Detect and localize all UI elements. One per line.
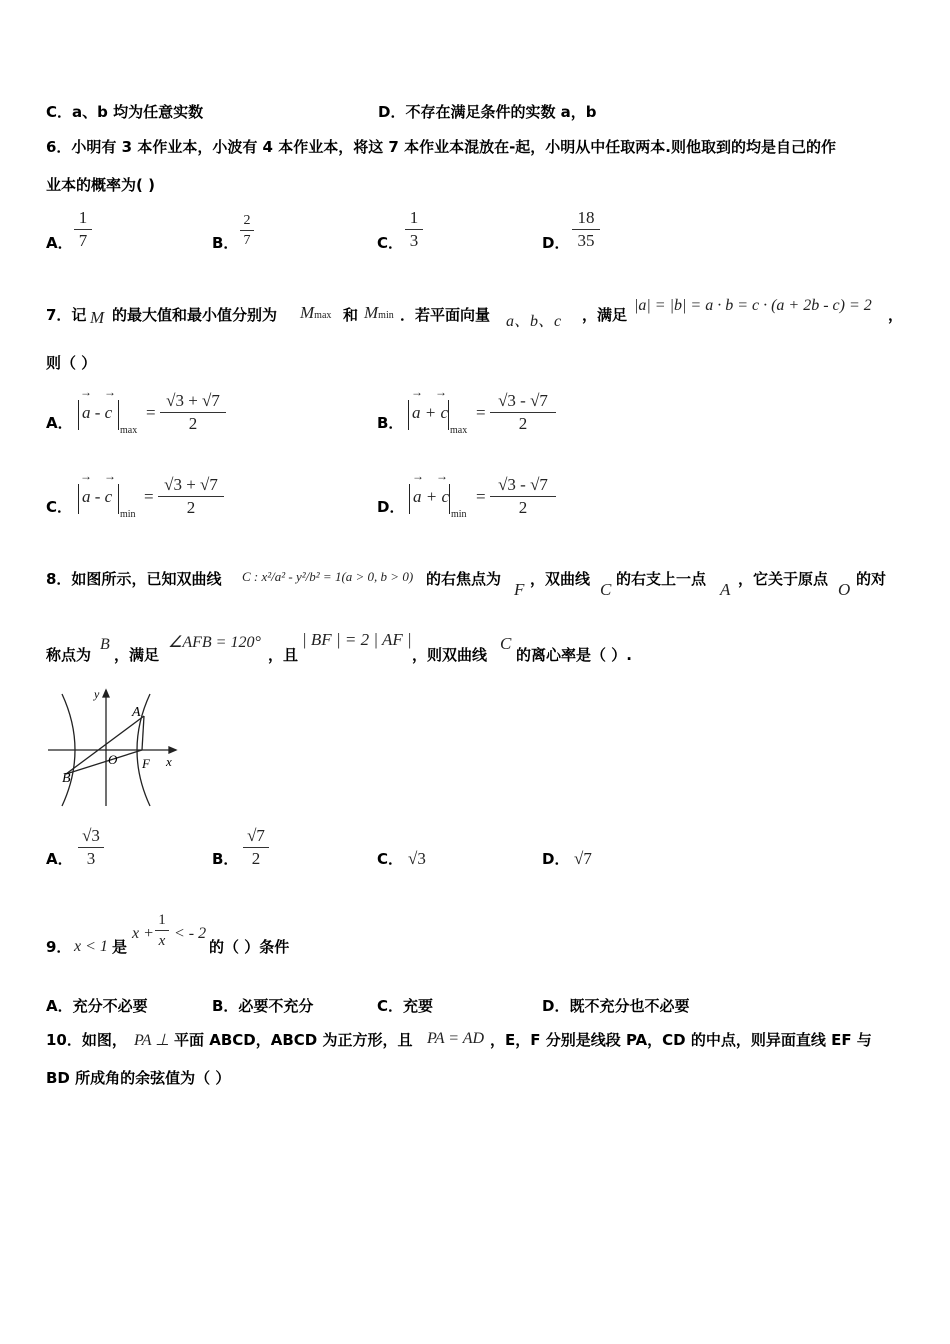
q9-fraction: 1 x bbox=[155, 911, 169, 950]
q10-stem-p1: 10．如图， bbox=[46, 1031, 127, 1049]
fig-label-f: F bbox=[142, 756, 150, 771]
q5-option-d: D．不存在满足条件的实数 a，b bbox=[378, 103, 597, 121]
segment-ab bbox=[66, 716, 144, 774]
q8-stem-l2p1: 称点为 bbox=[46, 646, 92, 664]
q8-b: B bbox=[100, 636, 110, 653]
q8-stem-p6: 的对 bbox=[856, 570, 887, 588]
q7-option-d-label: D． bbox=[377, 498, 405, 516]
q7-condition: |a| = |b| = a · b = c · (a + 2b - c) = 2 bbox=[634, 297, 872, 314]
q8-angle: ∠AFB = 120° bbox=[168, 634, 261, 651]
q9-lt: < - 2 bbox=[174, 925, 207, 942]
q8-option-b-fraction: √7 2 bbox=[243, 826, 269, 869]
q7-stem-p5: ，满足 bbox=[582, 306, 628, 324]
q9-rest: 的（ ）条件 bbox=[209, 938, 290, 956]
hyperbola-figure bbox=[44, 684, 180, 810]
q8-stem-p5: ，它关于原点 bbox=[738, 570, 829, 588]
q9-xplus: x + bbox=[132, 925, 154, 942]
q6-stem-line1: 6．小明有 3 本作业本，小波有 4 本作业本，将这 7 本作业本混放在-起，小明从中任取两本.则他取到的均是自己的作 bbox=[46, 138, 837, 156]
q8-option-b-label: B． bbox=[212, 850, 239, 868]
q8-c2: C bbox=[500, 634, 512, 653]
q7-stem-p6: ， bbox=[888, 306, 904, 324]
q10-stem-line2: BD 所成角的余弦值为（ ） bbox=[46, 1069, 231, 1087]
fig-label-o: O bbox=[108, 752, 118, 767]
q5-option-c: C．a、b 均为任意实数 bbox=[46, 103, 204, 121]
q8-option-c-label: C． bbox=[377, 850, 404, 868]
q6-option-b-label: B． bbox=[212, 234, 239, 252]
q8-option-d-label: D． bbox=[542, 850, 570, 868]
q9-option-a: A．充分不必要 bbox=[46, 997, 148, 1015]
q7-stem-p1: 7．记 bbox=[46, 306, 87, 324]
q7-option-c-label: C． bbox=[46, 498, 73, 516]
q6-option-c-fraction: 1 3 bbox=[405, 208, 423, 251]
q10-equation: PA = AD bbox=[427, 1030, 485, 1047]
q6-option-d-fraction: 18 35 bbox=[572, 208, 600, 251]
q10-stem-p2: 平面 ABCD，ABCD 为正方形，且 bbox=[174, 1031, 413, 1049]
q9-option-d: D．既不充分也不必要 bbox=[542, 997, 690, 1015]
q6-option-b-fraction: 2 7 bbox=[240, 212, 254, 249]
q8-stem-l2p2: ，满足 bbox=[114, 646, 160, 664]
q8-stem-p3: ，双曲线 bbox=[530, 570, 591, 588]
q7-option-a-label: A． bbox=[46, 414, 73, 432]
q6-option-d-label: D． bbox=[542, 234, 570, 252]
q8-option-d-value: √7 bbox=[574, 849, 592, 868]
q9-option-c: C．充要 bbox=[377, 997, 434, 1015]
q8-stem-p1: 8．如图所示，已知双曲线 bbox=[46, 570, 222, 588]
q10-pa-perp: PA ⊥ bbox=[134, 1032, 170, 1049]
q8-stem-l2p4: ，则双曲线 bbox=[412, 646, 488, 664]
fig-label-y: y bbox=[94, 687, 100, 701]
q7-option-b-label: B． bbox=[377, 414, 404, 432]
fig-label-x: x bbox=[166, 754, 172, 769]
q10-stem-p3: ，E，F 分别是线段 PA，CD 的中点，则异面直线 EF 与 bbox=[490, 1031, 872, 1049]
q6-option-c-label: C． bbox=[377, 234, 404, 252]
fig-label-b: B bbox=[62, 771, 71, 786]
q7-then: 则（ ） bbox=[46, 354, 97, 372]
q6-option-a-fraction: 1 7 bbox=[74, 208, 92, 251]
q7-mmax: Mmax bbox=[300, 303, 332, 322]
q6-stem-line2: 业本的概率为( ) bbox=[46, 176, 155, 194]
q8-equation: C : x²/a² - y²/b² = 1(a > 0, b > 0) bbox=[242, 569, 414, 584]
q8-stem-l2p5: 的离心率是（ ）. bbox=[516, 646, 632, 664]
q9-condition1: x < 1 bbox=[74, 938, 108, 955]
segment-af bbox=[142, 716, 144, 750]
q8-stem-l2p3: ，且 bbox=[268, 646, 299, 664]
q8-option-c-value: √3 bbox=[408, 849, 426, 868]
q8-a: A bbox=[720, 580, 731, 599]
q7-vectors: a、b、c bbox=[506, 313, 562, 330]
q6-option-a-label: A． bbox=[46, 234, 73, 252]
q7-stem-p4: ．若平面向量 bbox=[400, 306, 491, 324]
q8-stem-p2: 的右焦点为 bbox=[426, 570, 502, 588]
q9-option-b: B．必要不充分 bbox=[212, 997, 314, 1015]
q9-is: 是 bbox=[112, 938, 128, 956]
q8-c: C bbox=[600, 580, 612, 599]
q7-m: M bbox=[90, 308, 105, 327]
fig-label-a: A bbox=[132, 705, 141, 720]
q8-bf-condition: | BF | = 2 | AF | bbox=[302, 630, 412, 649]
q7-stem-p3: 和 bbox=[343, 306, 359, 324]
q7-stem-p2: 的最大值和最小值分别为 bbox=[112, 306, 278, 324]
q8-option-a-label: A． bbox=[46, 850, 73, 868]
q8-stem-p4: 的右支上一点 bbox=[616, 570, 707, 588]
segment-bf bbox=[66, 750, 142, 774]
q7-mmin: Mmin bbox=[364, 303, 394, 322]
q8-f: F bbox=[514, 580, 525, 599]
q9-number: 9． bbox=[46, 938, 72, 956]
q8-option-a-fraction: √3 3 bbox=[78, 826, 104, 869]
q8-o: O bbox=[838, 580, 851, 599]
